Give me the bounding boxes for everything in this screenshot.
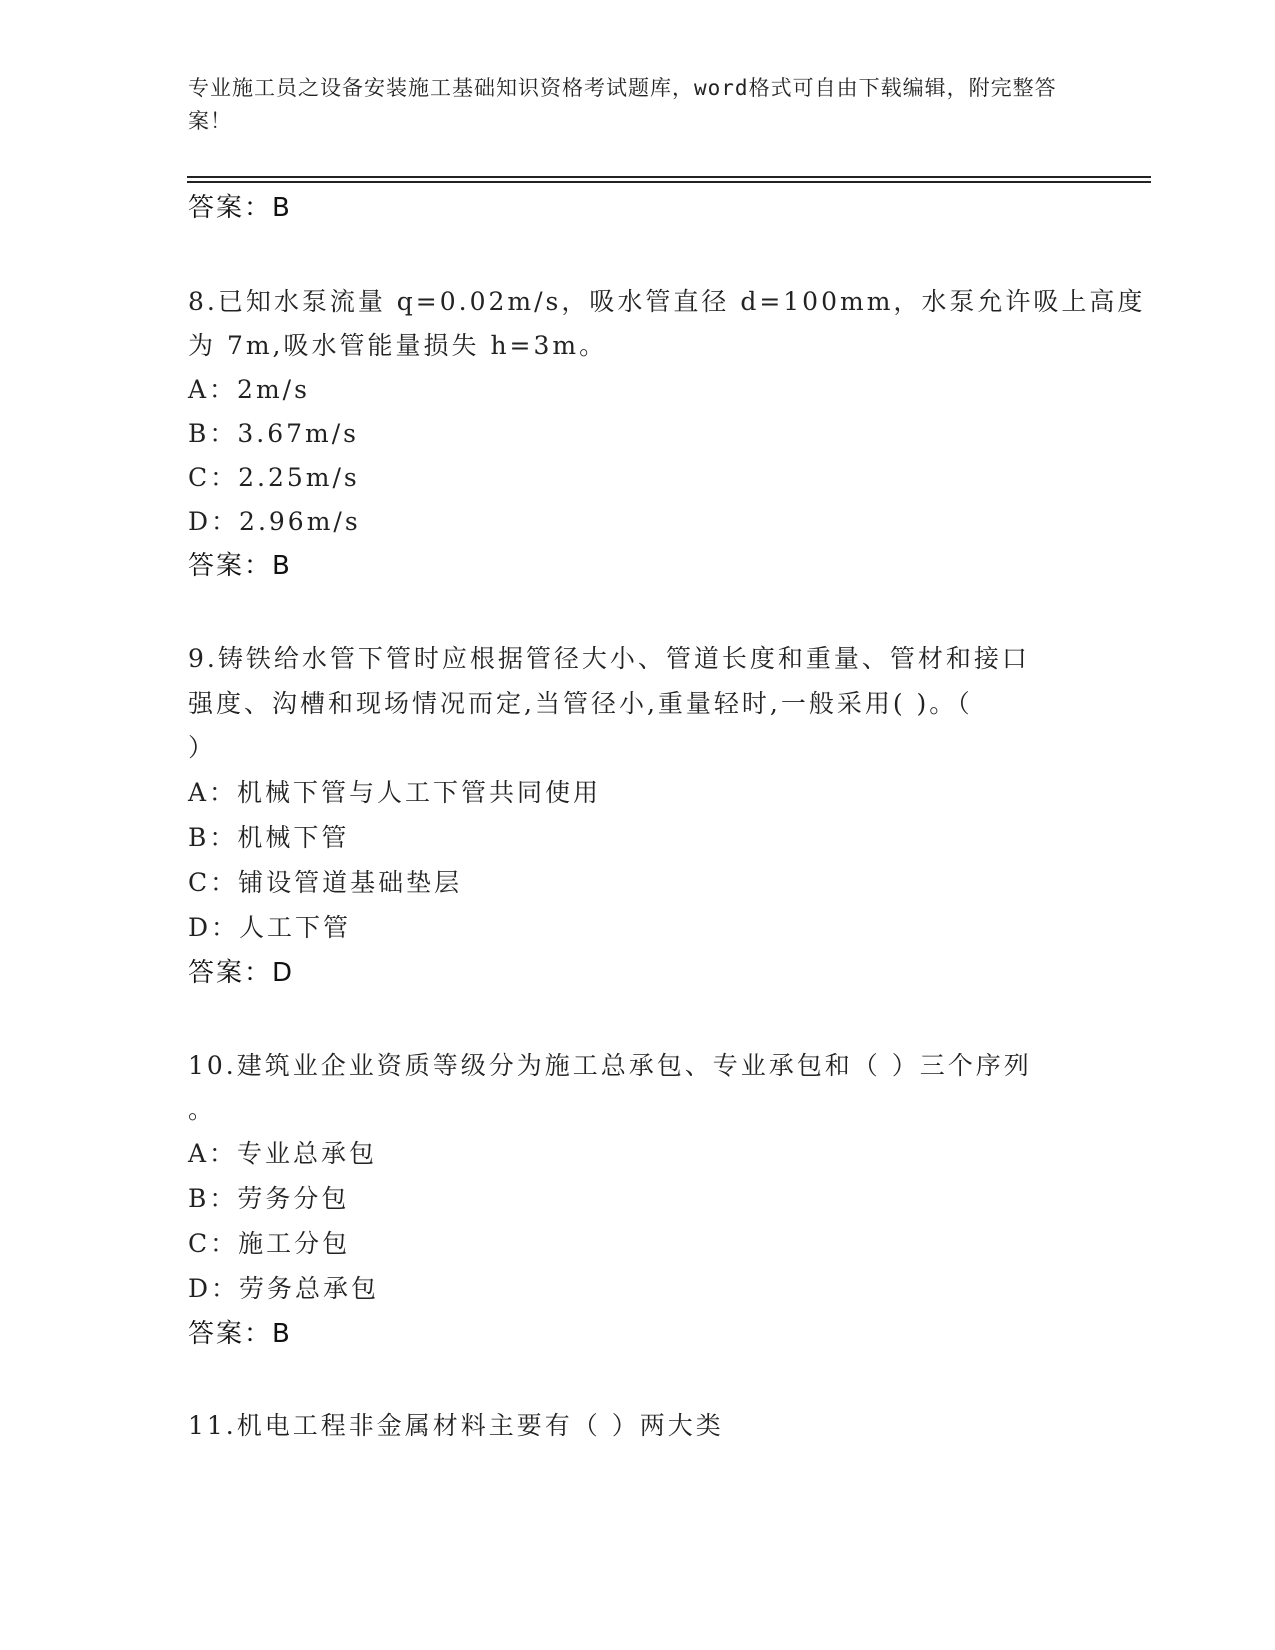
question-8-line-2: 为 7m,吸水管能量损失 h=3m。 <box>188 331 608 360</box>
answer-line <box>188 957 294 989</box>
answer-value: D <box>272 958 295 988</box>
question-8-option-b: B：3.67m/s <box>188 419 359 448</box>
answer-line <box>188 550 292 582</box>
question-8-line-1: 8.已知水泵流量 q=0.02m/s，吸水管直径 d=100mm，水泵允许吸上高度 <box>188 287 1146 316</box>
question-10-line-2: 。 <box>188 1095 217 1124</box>
question-9-option-b: B：机械下管 <box>188 823 350 852</box>
question-9-option-a: A：机械下管与人工下管共同使用 <box>188 778 602 807</box>
answer-label: 答案： <box>188 551 273 581</box>
header-divider-bottom <box>187 181 1151 183</box>
answer-label: 答案： <box>188 193 273 223</box>
question-8-option-d: D：2.96m/s <box>188 507 361 536</box>
question-10-line-1: 10.建筑业企业资质等级分为施工总承包、专业承包和（ ）三个序列 <box>188 1051 1032 1080</box>
answer-label: 答案： <box>188 1319 273 1349</box>
answer-value: B <box>272 193 292 223</box>
answer-label: 答案： <box>188 958 273 988</box>
answer-value: B <box>272 1319 292 1349</box>
question-8-option-a: A：2m/s <box>188 375 310 404</box>
question-9-option-c: C：铺设管道基础垫层 <box>188 868 463 897</box>
question-10-option-a: A：专业总承包 <box>188 1139 378 1168</box>
answer-value: B <box>272 551 292 581</box>
answer-line <box>188 1318 292 1350</box>
document-header: 专业施工员之设备安装施工基础知识资格考试题库，word格式可自由下载编辑，附完整答案！ <box>188 76 1057 133</box>
question-9-line-1: 9.铸铁给水管下管时应根据管径大小、管道长度和重量、管材和接口 <box>188 644 1030 673</box>
question-10-option-c: C：施工分包 <box>188 1229 351 1258</box>
question-9-line-3: ） <box>188 733 217 762</box>
question-9-option-d: D：人工下管 <box>188 913 352 942</box>
header-divider-top <box>187 176 1151 178</box>
question-9-line-2: 强度、沟槽和现场情况而定,当管径小,重量轻时,一般采用( )。（ <box>188 689 973 718</box>
answer-line <box>188 192 292 224</box>
question-8-option-c: C：2.25m/s <box>188 463 360 492</box>
question-10-option-d: D：劳务总承包 <box>188 1274 380 1303</box>
question-10-option-b: B：劳务分包 <box>188 1184 350 1213</box>
question-11-line-1: 11.机电工程非金属材料主要有（ ）两大类 <box>188 1411 724 1440</box>
